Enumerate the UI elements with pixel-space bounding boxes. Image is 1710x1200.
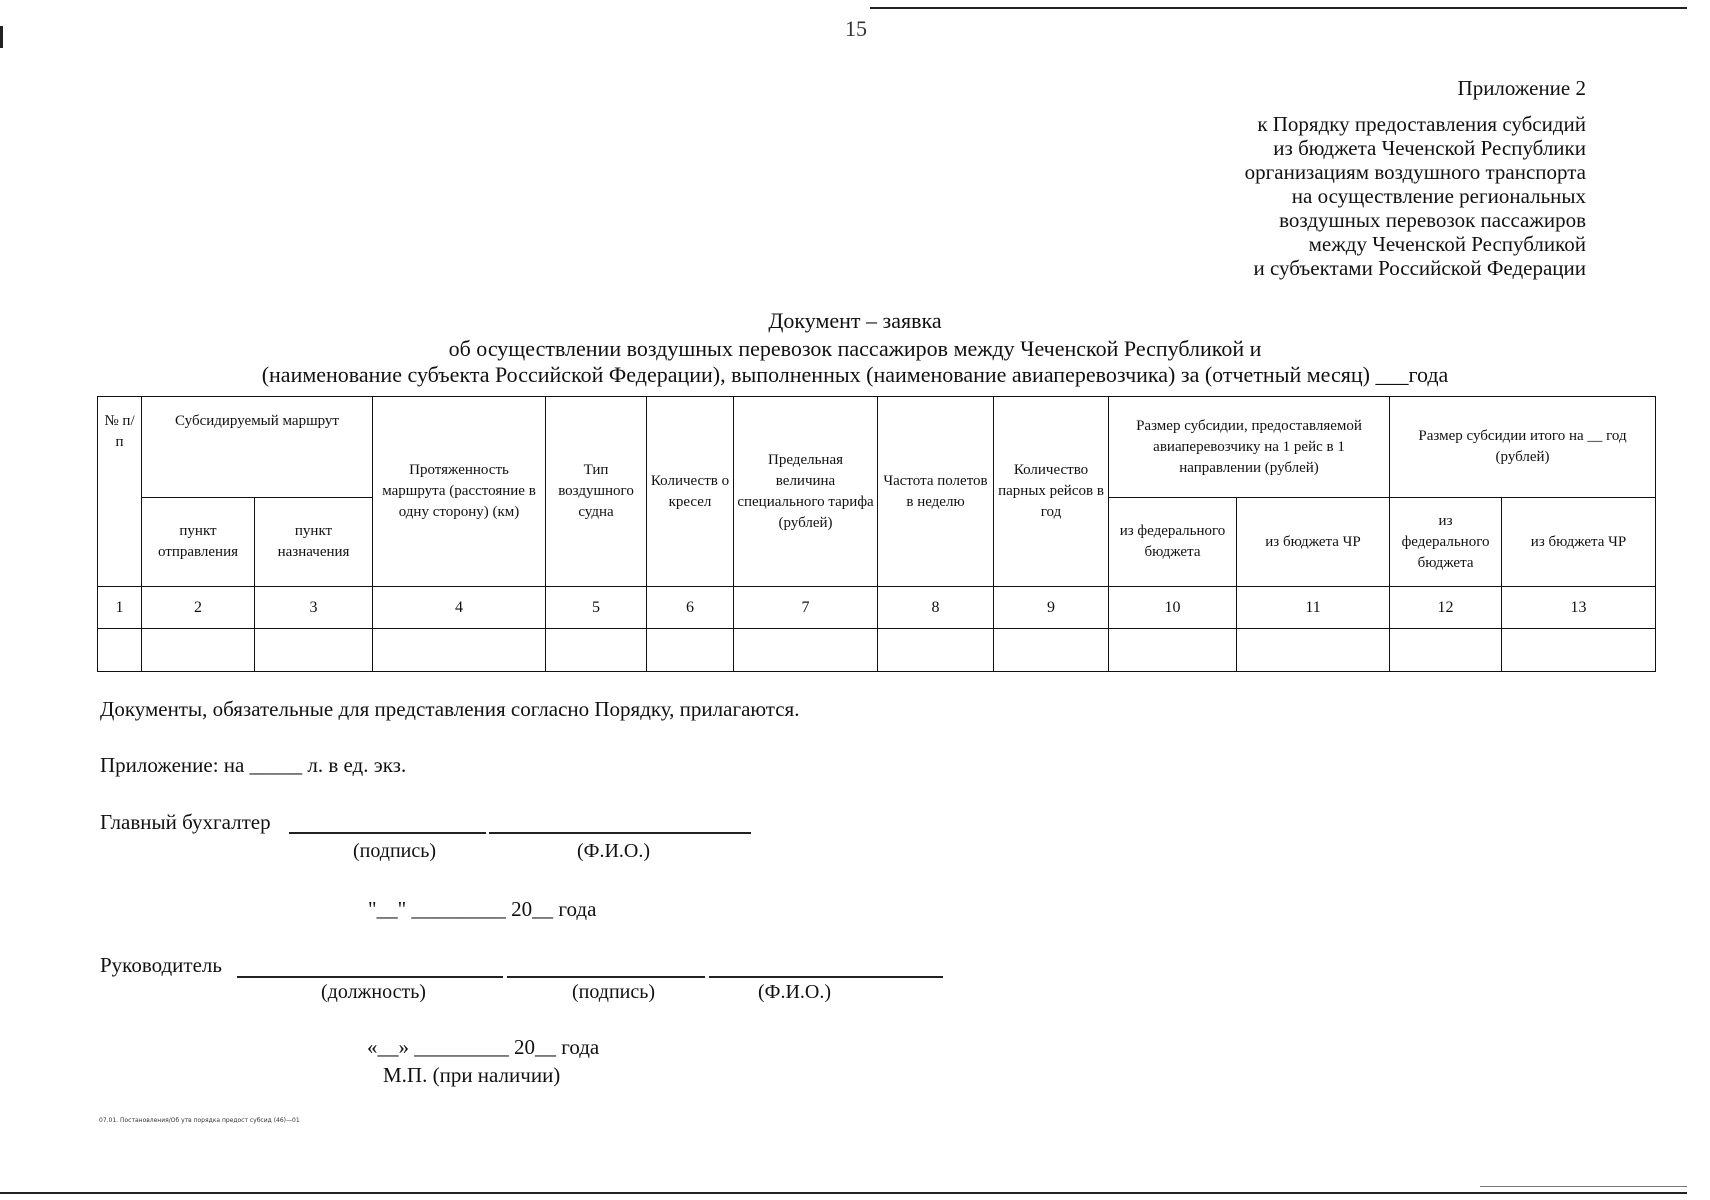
table-cell	[1109, 629, 1237, 672]
appendix-line: из бюджета Чеченской Республики	[1273, 136, 1586, 160]
column-number: 11	[1237, 587, 1390, 629]
column-number: 2	[142, 587, 255, 629]
chief-accountant-label: Главный бухгалтер	[100, 810, 271, 834]
scan-top-edge-line	[870, 7, 1687, 9]
table-cell	[373, 629, 546, 672]
head-signature-line	[507, 976, 705, 978]
header-aircraft-type: Тип воздушного судна	[546, 397, 647, 587]
table-cell	[647, 629, 734, 672]
head-position-line	[237, 976, 503, 978]
chief-accountant-signature-line	[289, 832, 486, 834]
head-signature-caption: (подпись)	[572, 981, 656, 1003]
page-number: 15	[845, 16, 867, 41]
column-number: 7	[734, 587, 878, 629]
stamp-note: М.П. (при наличии)	[383, 1063, 561, 1087]
scan-bottom-edge-line	[0, 1192, 1687, 1194]
head-date: «__» _________ 20__ года	[367, 1035, 600, 1059]
footer-file-code: 07.01. Постановления/Об утв порядка предост субсид (46)—01	[99, 1117, 300, 1124]
header-tariff: Предельная величина специального тарифа (рублей)	[734, 397, 878, 587]
application-table	[97, 396, 1656, 672]
column-number: 3	[255, 587, 373, 629]
table-cell	[994, 629, 1109, 672]
head-label: Руководитель	[100, 953, 222, 977]
document-title: Документ – заявка	[768, 308, 942, 333]
header-chr-budget: из бюджета ЧР	[1237, 498, 1390, 587]
document-subtitle-2: (наименование субъекта Российской Федерации), выполненных (наименование авиаперевозчика) за (отчетный месяц) ___года	[261, 362, 1449, 387]
table-cell	[98, 629, 142, 672]
header-subsidy-per-flight: Размер субсидии, предоставляемой авиаперевозчику на 1 рейс в 1 направлении (рублей)	[1109, 397, 1390, 498]
table-cell	[546, 629, 647, 672]
scan-left-edge-mark	[0, 26, 3, 48]
column-number: 9	[994, 587, 1109, 629]
column-number: 4	[373, 587, 546, 629]
scan-bottom-edge-line-2	[1480, 1186, 1687, 1187]
table-cell	[734, 629, 878, 672]
header-seats: Количеств о кресел	[647, 397, 734, 587]
table-cell	[1237, 629, 1390, 672]
table-cell	[1390, 629, 1502, 672]
column-number: 13	[1502, 587, 1656, 629]
table-cell	[878, 629, 994, 672]
column-number: 8	[878, 587, 994, 629]
head-name-caption: (Ф.И.О.)	[758, 981, 832, 1003]
header-destination: пункт назначения	[255, 498, 373, 587]
column-number: 12	[1390, 587, 1502, 629]
table-cell	[255, 629, 373, 672]
head-name-line	[709, 976, 943, 978]
appendix-line: организациям воздушного транспорта	[1244, 160, 1586, 184]
chief-accountant-date: "__" _________ 20__ года	[368, 897, 597, 921]
appendix-line: на осуществление региональных	[1291, 184, 1586, 208]
document-subtitle: об осуществлении воздушных перевозок пассажиров между Чеченской Республикой и	[448, 336, 1262, 361]
column-number: 6	[647, 587, 734, 629]
header-route: Субсидируемый маршрут	[142, 397, 373, 498]
header-departure: пункт отправления	[142, 498, 255, 587]
table-cell	[142, 629, 255, 672]
documents-note: Документы, обязательные для представления согласно Порядку, прилагаются.	[100, 697, 800, 721]
header-pair-flights: Количество парных рейсов в год	[994, 397, 1109, 587]
header-chr-budget-total: из бюджета ЧР	[1502, 498, 1656, 587]
chief-accountant-signature-caption: (подпись)	[353, 840, 437, 862]
appendix-line: и субъектами Российской Федерации	[1253, 256, 1586, 280]
header-length: Протяженность маршрута (расстояние в одну сторону) (км)	[373, 397, 546, 587]
column-number: 10	[1109, 587, 1237, 629]
appendix-title: Приложение 2	[1457, 76, 1586, 100]
appendix-line: между Чеченской Республикой	[1308, 232, 1586, 256]
header-federal-budget: из федерального бюджета	[1109, 498, 1237, 587]
table-cell	[1502, 629, 1656, 672]
header-subsidy-total: Размер субсидии итого на __ год (рублей)	[1390, 397, 1656, 498]
appendix-reference	[1245, 112, 1586, 280]
column-number: 1	[98, 587, 142, 629]
head-position-caption: (должность)	[321, 981, 426, 1003]
header-num: № п/п	[98, 397, 142, 587]
column-number: 5	[546, 587, 647, 629]
chief-accountant-name-line	[489, 832, 751, 834]
chief-accountant-name-caption: (Ф.И.О.)	[577, 840, 651, 862]
attachment-line: Приложение: на _____ л. в ед. экз.	[100, 753, 407, 777]
appendix-line: воздушных перевозок пассажиров	[1279, 208, 1586, 232]
header-frequency: Частота полетов в неделю	[878, 397, 994, 587]
appendix-line: к Порядку предоставления субсидий	[1257, 112, 1586, 136]
header-federal-budget-total: из федерального бюджета	[1390, 498, 1502, 587]
